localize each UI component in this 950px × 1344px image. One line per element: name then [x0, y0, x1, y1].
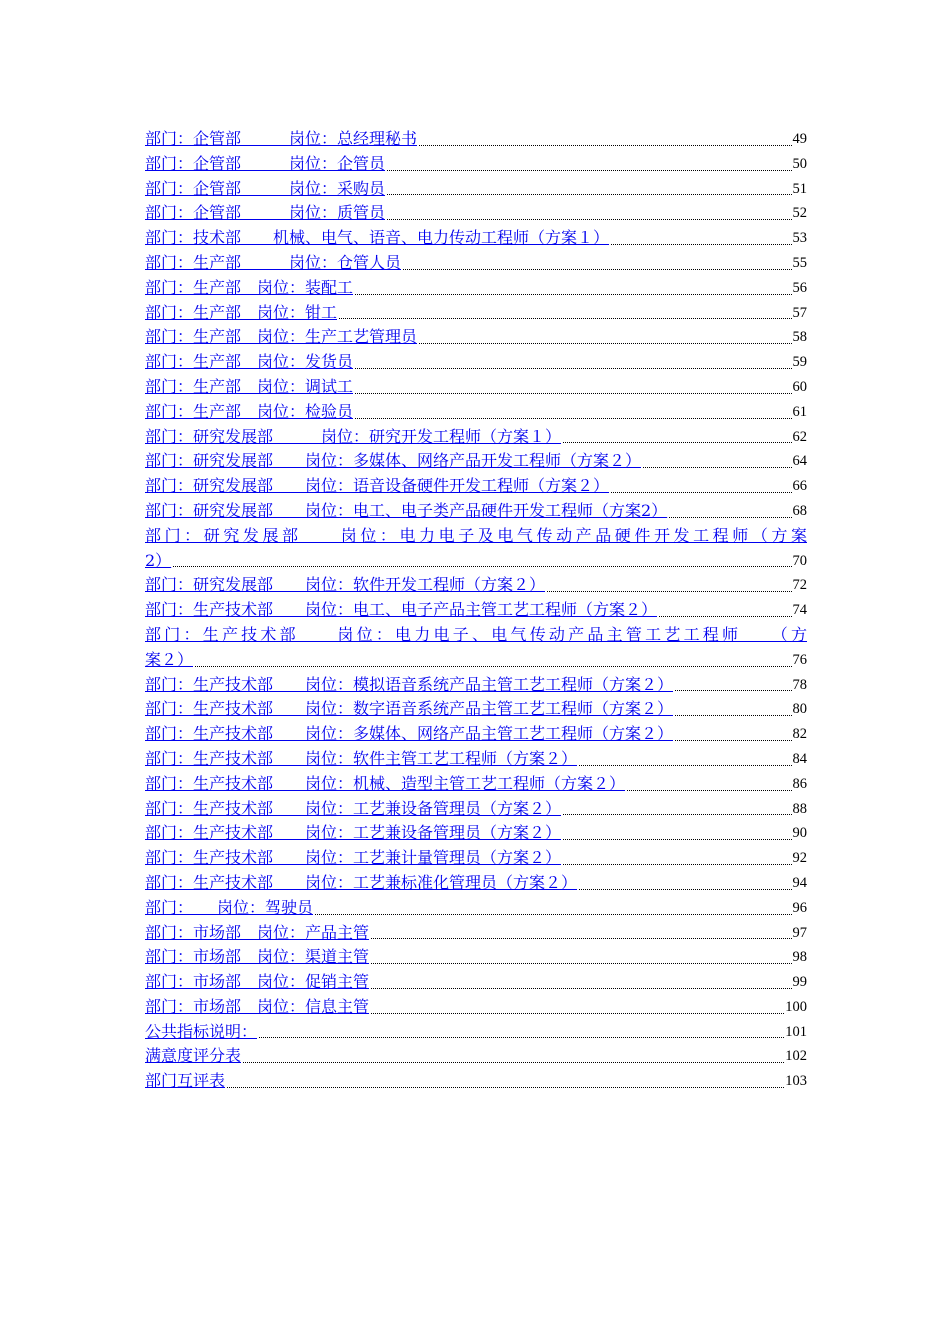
toc-page-number: 100: [785, 998, 807, 1015]
toc-entry-label: 部门：生产部 岗位：装配工: [145, 277, 354, 297]
dot-leader: [547, 591, 791, 592]
toc-entry[interactable]: [145, 325, 807, 350]
toc-page-number: 53: [792, 230, 807, 247]
toc-entry[interactable]: [145, 301, 807, 326]
dot-leader: [669, 517, 791, 518]
toc-entry-label: 部门：研究发展部 岗位：电工、电子类产品硬件开发工程师（方案2）: [145, 500, 668, 520]
toc-entry-label: 公共指标说明：: [145, 1021, 258, 1041]
dot-leader: [195, 666, 791, 667]
toc-entry-label: 部门：生产技术部 岗位：软件主管工艺工程师（方案２）: [145, 748, 578, 768]
dot-leader: [579, 889, 791, 890]
toc-entry[interactable]: [145, 251, 807, 276]
dot-leader: [355, 368, 791, 369]
toc-page-number: 90: [792, 825, 807, 842]
dot-leader: [339, 318, 791, 319]
toc-entry-line2: [145, 648, 807, 673]
toc-entry-label-line1: 部门：研究发展部 岗位：电力电子及电气传动产品硬件开发工程师（方案: [145, 525, 807, 545]
toc-entry[interactable]: [145, 499, 807, 524]
toc-entry[interactable]: [145, 598, 807, 623]
toc-page-number: 60: [792, 378, 807, 395]
toc-entry-label: 部门：市场部 岗位：渠道主管: [145, 947, 370, 967]
toc-entry-label: 部门：企管部 岗位：质管员: [145, 203, 386, 223]
toc-entry-label: 部门：研究发展部 岗位：多媒体、网络产品开发工程师（方案２）: [145, 451, 642, 471]
toc-entry[interactable]: [145, 400, 807, 425]
toc-page-number: 66: [792, 478, 807, 495]
toc-page-number: 51: [792, 180, 807, 197]
toc-entry-wrapped[interactable]: [145, 623, 807, 673]
toc-entry-label: 部门：生产技术部 岗位：电工、电子产品主管工艺工程师（方案２）: [145, 600, 658, 620]
dot-leader: [563, 814, 791, 815]
toc-entry[interactable]: [145, 201, 807, 226]
dot-leader: [387, 170, 791, 171]
toc-entry[interactable]: [145, 697, 807, 722]
toc-entry[interactable]: [145, 896, 807, 921]
toc-entry-label: 部门：生产部 岗位：仓管人员: [145, 252, 402, 272]
dot-leader: [173, 566, 791, 567]
toc-entry[interactable]: [145, 1069, 807, 1094]
dot-leader: [419, 343, 791, 344]
toc-entry-label: 部门：生产部 岗位：调试工: [145, 376, 354, 396]
toc-page-number: 61: [792, 403, 807, 420]
toc-page-number: 84: [792, 750, 807, 767]
toc-entry-label: 部门：市场部 岗位：信息主管: [145, 996, 370, 1016]
toc-entry-label: 部门： 岗位：驾驶员: [145, 897, 314, 917]
dot-leader: [627, 790, 791, 791]
toc-entry[interactable]: [145, 375, 807, 400]
toc-page-number: 82: [792, 726, 807, 743]
toc-entry-label: 部门互评表: [145, 1071, 226, 1091]
toc-entry[interactable]: [145, 449, 807, 474]
toc-entry-line2: [145, 549, 807, 574]
toc-entry-label: 部门：生产技术部 岗位：工艺兼标准化管理员（方案２）: [145, 872, 578, 892]
toc-entry[interactable]: [145, 573, 807, 598]
toc-page-number: 50: [792, 155, 807, 172]
dot-leader: [227, 1087, 784, 1088]
toc-entry-label: 部门：市场部 岗位：促销主管: [145, 972, 370, 992]
dot-leader: [403, 269, 791, 270]
toc-page-number: 52: [792, 205, 807, 222]
toc-page-number: 80: [792, 701, 807, 718]
toc-entry[interactable]: [145, 276, 807, 301]
toc-entry[interactable]: [145, 846, 807, 871]
toc-entry[interactable]: [145, 152, 807, 177]
toc-entry-wrapped[interactable]: [145, 524, 807, 574]
toc-entry-label: 部门：研究发展部 岗位：软件开发工程师（方案２）: [145, 575, 546, 595]
dot-leader: [371, 1013, 784, 1014]
toc-list-end: [145, 673, 807, 1095]
dot-leader: [675, 690, 791, 691]
toc-entry-label: 部门：生产技术部 岗位：数字语音系统产品主管工艺工程师（方案２）: [145, 699, 674, 719]
toc-page-number: 96: [792, 899, 807, 916]
toc-entry[interactable]: [145, 921, 807, 946]
toc-page-number: 74: [792, 602, 807, 619]
toc-page-number: 97: [792, 924, 807, 941]
toc-entry-label-line2: 案２）: [145, 649, 194, 669]
toc-entry-label: 部门：企管部 岗位：企管员: [145, 153, 386, 173]
toc-entry-label: 部门：生产技术部 岗位：模拟语音系统产品主管工艺工程师（方案２）: [145, 674, 674, 694]
toc-list-top: [145, 127, 807, 524]
toc-entry-label: 部门：生产技术部 岗位：工艺兼设备管理员（方案２）: [145, 823, 562, 843]
dot-leader: [355, 294, 791, 295]
toc-entry-label: 部门：生产部 岗位：检验员: [145, 401, 354, 421]
toc-page-number: 64: [792, 453, 807, 470]
dot-leader: [579, 765, 791, 766]
toc-entry[interactable]: [145, 474, 807, 499]
table-of-contents: [145, 127, 807, 1094]
toc-page-number: 49: [792, 131, 807, 147]
dot-leader: [315, 914, 791, 915]
toc-page-number: 78: [792, 676, 807, 693]
toc-entry-label: 部门：企管部 岗位：采购员: [145, 178, 386, 198]
toc-page-number: 68: [792, 502, 807, 519]
toc-entry-label: 部门：生产技术部 岗位：工艺兼设备管理员（方案２）: [145, 798, 562, 818]
toc-page-number: 62: [792, 428, 807, 445]
dot-leader: [371, 963, 791, 964]
toc-entry-label: 部门：生产部 岗位：生产工艺管理员: [145, 327, 418, 347]
toc-list-mid: [145, 573, 807, 623]
toc-entry-label: 部门：研究发展部 岗位：研究开发工程师（方案１）: [145, 426, 562, 446]
dot-leader: [387, 194, 791, 195]
toc-page-number: 56: [792, 279, 807, 296]
toc-entry-label: 部门：生产部 岗位：钳工: [145, 302, 338, 322]
toc-page-number: 88: [792, 800, 807, 817]
toc-entry[interactable]: [145, 871, 807, 896]
toc-page-number: 57: [792, 304, 807, 321]
toc-page-number: 70: [792, 552, 807, 569]
toc-entry[interactable]: [145, 1020, 807, 1045]
dot-leader: [643, 467, 791, 468]
toc-page-number: 58: [792, 329, 807, 346]
toc-entry[interactable]: [145, 995, 807, 1020]
toc-entry[interactable]: [145, 821, 807, 846]
toc-entry-label-line1: 部门：生产技术部 岗位：电力电子、电气传动产品主管工艺工程师 （方: [145, 624, 807, 644]
dot-leader: [259, 1037, 784, 1038]
toc-entry[interactable]: [145, 747, 807, 772]
toc-page-number: 98: [792, 949, 807, 966]
toc-entry[interactable]: [145, 797, 807, 822]
toc-page-number: 94: [792, 874, 807, 891]
toc-entry-label: 部门：研究发展部 岗位：语音设备硬件开发工程师（方案２）: [145, 476, 610, 496]
toc-page-number: 101: [785, 1023, 807, 1040]
dot-leader: [675, 715, 791, 716]
toc-entry[interactable]: [145, 970, 807, 995]
dot-leader: [371, 988, 791, 989]
toc-entry-label: 部门：生产技术部 岗位：工艺兼计量管理员（方案２）: [145, 848, 562, 868]
toc-entry[interactable]: [145, 945, 807, 970]
toc-entry-label: 部门：生产技术部 岗位：机械、造型主管工艺工程师（方案２）: [145, 773, 626, 793]
toc-entry-label-line2: 2）: [145, 550, 172, 570]
dot-leader: [419, 145, 791, 146]
toc-page-number: 103: [785, 1073, 807, 1090]
toc-entry[interactable]: [145, 177, 807, 202]
dot-leader: [243, 1062, 784, 1063]
dot-leader: [675, 740, 791, 741]
toc-page-number: 72: [792, 577, 807, 594]
dot-leader: [659, 616, 791, 617]
toc-entry-label: 部门：市场部 岗位：产品主管: [145, 922, 370, 942]
toc-entry[interactable]: [145, 673, 807, 698]
toc-entry-label: 部门：生产部 岗位：发货员: [145, 352, 354, 372]
dot-leader: [355, 393, 791, 394]
toc-entry[interactable]: [145, 772, 807, 797]
toc-entry-label: 部门：技术部 机械、电气、语音、电力传动工程师（方案１）: [145, 228, 610, 248]
toc-page-number: 86: [792, 775, 807, 792]
dot-leader: [563, 839, 791, 840]
dot-leader: [611, 244, 791, 245]
toc-entry-label: 部门：企管部 岗位：总经理秘书: [145, 129, 418, 148]
toc-page-number: 59: [792, 354, 807, 371]
toc-entry[interactable]: [145, 127, 807, 152]
dot-leader: [563, 864, 791, 865]
toc-page-number: 92: [792, 850, 807, 867]
dot-leader: [387, 219, 791, 220]
toc-page-number: 102: [785, 1048, 807, 1065]
toc-entry[interactable]: [145, 722, 807, 747]
toc-entry[interactable]: [145, 350, 807, 375]
toc-page-number: 55: [792, 254, 807, 271]
toc-page-number: 76: [792, 651, 807, 668]
dot-leader: [563, 442, 791, 443]
toc-entry[interactable]: [145, 425, 807, 450]
toc-entry[interactable]: [145, 226, 807, 251]
toc-page-number: 99: [792, 974, 807, 991]
toc-entry-label: 满意度评分表: [145, 1046, 242, 1066]
toc-entry-label: 部门：生产技术部 岗位：多媒体、网络产品主管工艺工程师（方案２）: [145, 724, 674, 744]
dot-leader: [611, 492, 791, 493]
dot-leader: [355, 418, 791, 419]
toc-entry[interactable]: [145, 1044, 807, 1069]
dot-leader: [371, 938, 791, 939]
